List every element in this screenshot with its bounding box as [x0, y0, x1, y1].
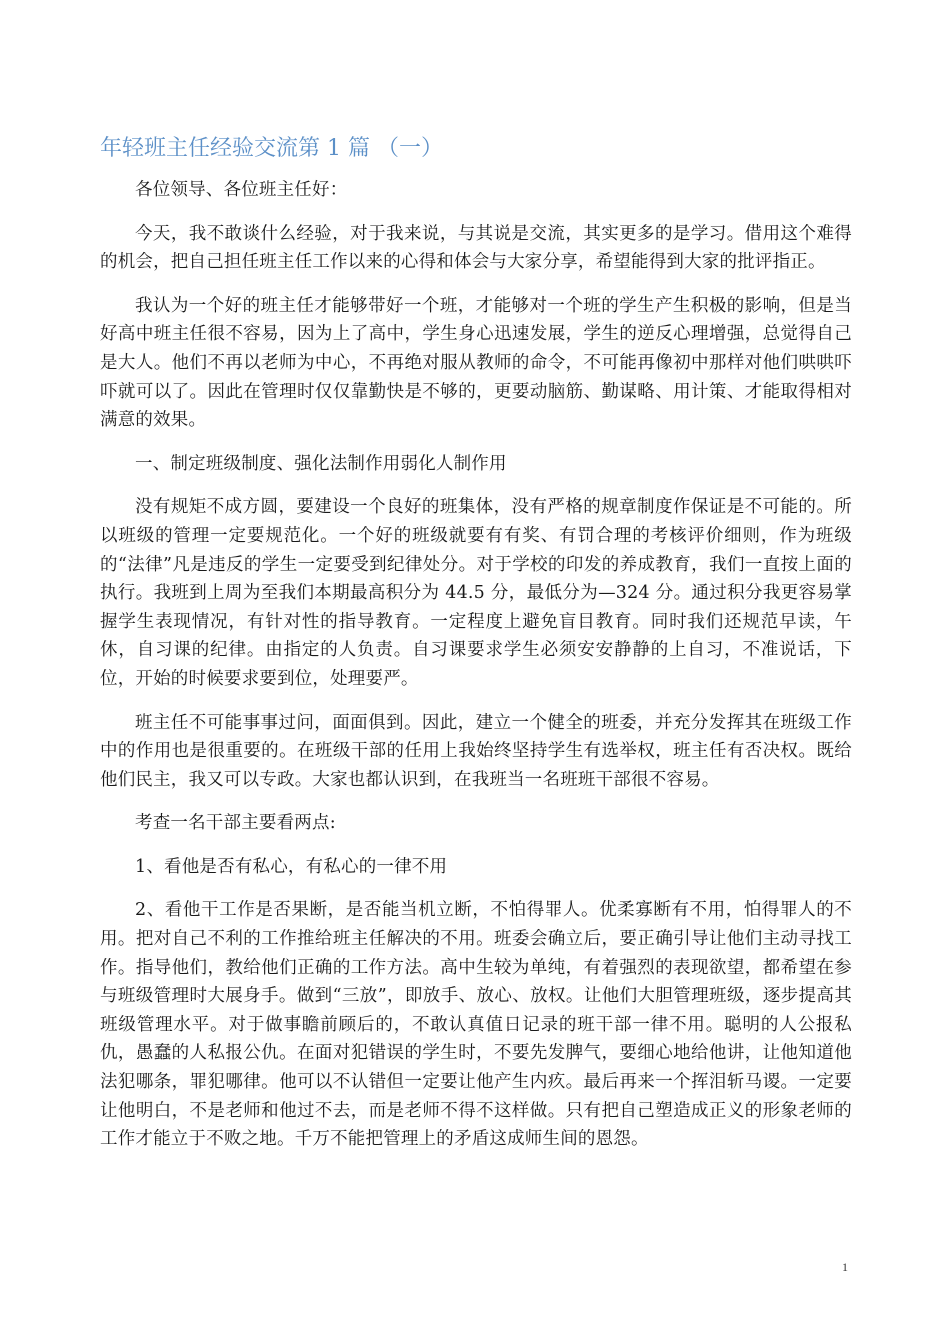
paragraph-view: 我认为一个好的班主任才能够带好一个班，才能够对一个班的学生产生积极的影响，但是当好高中班主任很不容易，因为上了高中，学生身心迅速发展，学生的逆反心理增强，总觉得自己是大人。他们不再以老师为中心，不再绝对服从教师的命令，不可能再像初中那样对他们哄哄吓吓就可以了。因此在管理时仅仅靠勤快是不够的，更要动脑筋、勤谋略、用计策、才能取得相对满意的效果。: [100, 295, 852, 431]
section-heading-1: 一、制定班级制度、强化法制作用弱化人制作用: [135, 453, 507, 474]
document-title: 年轻班主任经验交流第 1 篇 （一）: [100, 136, 443, 161]
paragraph-criteria: 考查一名干部主要看两点:: [135, 813, 336, 834]
list-item-1: 1、看他是否有私心，有私心的一律不用: [135, 856, 448, 877]
paragraph-intro: 今天，我不敢谈什么经验，对于我来说，与其说是交流，其实更多的是学习。借用这个难得的机会，把自己担任班主任工作以来的心得和体会与大家分享，希望能得到大家的批评指正。: [100, 223, 852, 273]
page-number: 1: [842, 1260, 848, 1274]
list-item-2: 2、看他干工作是否果断，是否能当机立断，不怕得罪人。优柔寡断有不用，怕得罪人的不用。把对自己不利的工作推给班主任解决的不用。班委会确立后，要正确引导让他们主动寻找工作。指导他们，教给他们正确的工作方法。高中生较为单纯，有着强烈的表现欲望，都希望在参与班级管理时大展身手。做到“三放”，即放手、放心、放权。让他们大胆管理班级，逐步提高其班级管理水平。对于做事瞻前顾后的，不敢认真值日记录的班干部一律不用。聪明的人公报私仇，愚蠢的人私报公仇。在面对犯错误的学生时，不要先发脾气，要细心地给他讲，让他知道他法犯哪条，罪犯哪律。他可以不认错但一定要让他产生内疚。最后再来一个挥泪斩马谡。一定要让他明白，不是老师和他过不去，而是老师不得不这样做。只有把自己塑造成正义的形象老师的工作才能立于不败之地。千万不能把管理上的矛盾这成师生间的恩怨。: [100, 900, 852, 1150]
paragraph-committee: 班主任不可能事事过问，面面俱到。因此，建立一个健全的班委，并充分发挥其在班级工作中的作用也是很重要的。在班级干部的任用上我始终坚持学生有选举权，班主任有否决权。既给他们民主，我又可以专政。大家也都认识到，在我班当一名班班干部很不容易。: [100, 712, 852, 790]
paragraph-rules: 没有规矩不成方圆，要建设一个良好的班集体，没有严格的规章制度作保证是不可能的。所以班级的管理一定要规范化。一个好的班级就要有有奖、有罚合理的考核评价细则，作为班级的“法律”凡是违反的学生一定要受到纪律处分。对于学校的印发的养成教育，我们一直按上面的执行。我班到上周为至我们本期最高积分为 44.5 分，最低分为—324 分。通过积分我更容易掌握学生表现情况，有针对性的指导教育。一定程度上避免盲目教育。同时我们还规范早读，午休，自习课的纪律。由指定的人负责。自习课要求学生必须安安静静的上自习，不准说话，下位，开始的时候要求要到位，处理要严。: [100, 497, 852, 689]
document-body: [100, 176, 852, 1169]
paragraph-greeting: 各位领导、各位班主任好：: [135, 180, 348, 200]
